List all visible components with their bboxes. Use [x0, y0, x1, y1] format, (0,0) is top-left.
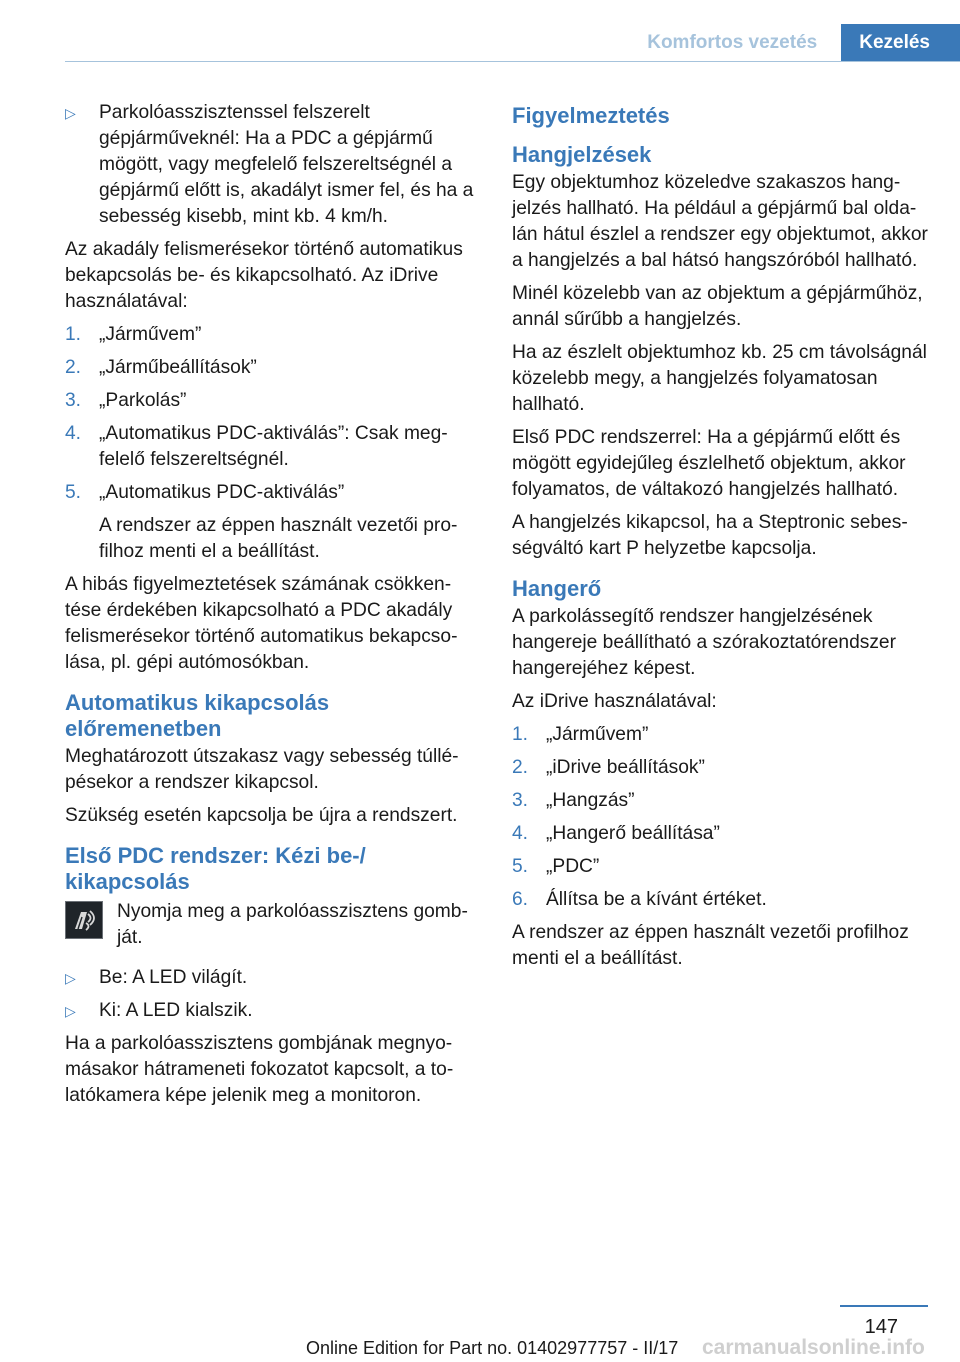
numbered-list — [512, 722, 928, 913]
list-text: „Automatikus PDC-aktiválás” — [99, 482, 345, 503]
list-number: 5. — [65, 482, 82, 503]
park-assist-button-icon — [65, 901, 103, 939]
list-number: 1. — [65, 324, 82, 345]
paragraph: Szükség esetén kapcsolja be újra a rendszert. — [65, 805, 458, 826]
page-number: 147 — [864, 1316, 898, 1338]
list-item-note: A rendszer az éppen használt vezetői profilhoz menti el a beállítást. — [99, 515, 458, 562]
bullet-item — [65, 965, 479, 991]
section-heading: Figyelmeztetés — [512, 103, 670, 128]
button-instruction-text: Nyomja meg a parkolóasszisztens gombját. — [117, 901, 468, 948]
bullet-text: Be: A LED világít. — [99, 967, 248, 988]
paragraph: Az akadály felismerésekor történő automatikus bekapcsolás be- és kikapcsolható. Az iDrive használatával: — [65, 239, 463, 312]
subsection-heading: Hangerő — [512, 576, 602, 601]
list-number: 1. — [512, 724, 529, 745]
list-item — [512, 887, 928, 913]
list-text: Állítsa be a kívánt értéket. — [546, 889, 767, 910]
bullet-item — [65, 998, 479, 1024]
edition-note: Online Edition for Part no. 01402977757 - II/17 — [306, 1338, 679, 1358]
list-item — [65, 355, 479, 381]
list-text: „Hangzás” — [546, 790, 635, 811]
subsection-heading: Hangjelzések — [512, 142, 652, 167]
list-item — [512, 821, 928, 847]
header-divider — [65, 61, 960, 62]
section-tab: Komfortos vezetés — [623, 24, 841, 62]
paragraph: A hangjelzés kikapcsol, ha a Steptronic sebességváltó kart P helyzetbe kapcsolja. — [512, 512, 908, 559]
list-text: „Hangerő beállítása” — [546, 823, 720, 844]
list-text: „Járművem” — [99, 324, 202, 345]
button-instruction — [65, 899, 479, 951]
triangle-bullet-icon: ▷ — [65, 970, 76, 986]
right-column — [512, 100, 928, 979]
paragraph: Ha az észlelt objektumhoz kb. 25 cm távolságnál közelebb megy, a hangjelzés folyamatosan hallható. — [512, 342, 927, 415]
list-number: 6. — [512, 889, 529, 910]
list-item — [65, 421, 479, 473]
section-heading: Automatikus kikapcsolás előremenetben — [65, 690, 330, 741]
footer-accent-rule — [840, 1305, 928, 1307]
bullet-text: Ki: A LED kialszik. — [99, 1000, 253, 1021]
list-text: „Járműbeállítások” — [99, 357, 257, 378]
list-number: 4. — [65, 423, 82, 444]
list-number: 3. — [512, 790, 529, 811]
bullet-item — [65, 100, 479, 230]
list-text: „Járművem” — [546, 724, 649, 745]
paragraph: Egy objektumhoz közeledve szakaszos hangjelzés hallható. Ha például a gépjármű bal oldalán hátul észlel a rendszer egy objektumot, akkor a hangjelzés a bal hátsó hangszóróból hallható. — [512, 172, 928, 271]
paragraph: A hibás figyelmeztetések számának csökkentése érdekében kikapcsolható a PDC akadály felismerésekor történő automatikus bekapcsolása, pl. gépi autómosókban. — [65, 574, 458, 673]
list-text: „Automatikus PDC-aktiválás”: Csak megfelelő felszereltségnél. — [99, 423, 448, 470]
list-text: „iDrive beállítások” — [546, 757, 705, 778]
paragraph: Ha a parkolóasszisztens gombjának megnyomásakor hátrameneti fokozatot kapcsolt, a tolatókamera képe jelenik meg a monitoron. — [65, 1033, 454, 1106]
paragraph: Első PDC rendszerrel: Ha a gépjármű előtt és mögött egyidejűleg észlelhető objektum, akkor folyamatos, de váltakozó hangjelzés hallható. — [512, 427, 906, 500]
section-heading: Első PDC rendszer: Kézi be-/ kikapcsolás — [65, 843, 366, 894]
list-item — [65, 480, 479, 506]
list-text: „PDC” — [546, 856, 600, 877]
left-column — [65, 100, 479, 1116]
list-number: 4. — [512, 823, 529, 844]
list-text: „Parkolás” — [99, 390, 187, 411]
list-item — [512, 854, 928, 880]
list-item — [512, 755, 928, 781]
paragraph: Az iDrive használatával: — [512, 691, 717, 712]
chapter-tab: Kezelés — [841, 24, 960, 62]
paragraph: Meghatározott útszakasz vagy sebesség túllépésekor a rendszer kikapcsol. — [65, 746, 459, 793]
triangle-bullet-icon: ▷ — [65, 105, 76, 121]
list-item — [512, 788, 928, 814]
list-item — [65, 388, 479, 414]
paragraph: A parkolássegítő rendszer hangjelzésének hangereje beállítható a szórakoztatórendszer hangerejéhez képest. — [512, 606, 896, 679]
header-tabs — [623, 24, 960, 62]
list-number: 2. — [65, 357, 82, 378]
list-item — [65, 322, 479, 348]
numbered-list — [65, 322, 479, 565]
list-number: 3. — [65, 390, 82, 411]
triangle-bullet-icon: ▷ — [65, 1003, 76, 1019]
paragraph: A rendszer az éppen használt vezetői profilhoz menti el a beállítást. — [512, 922, 909, 969]
bullet-text: Parkolóasszisztenssel felszerelt gépjárműveknél: Ha a PDC a gépjármű mögött, vagy megfelelő felszereltségnél a gépjármű előtt is, akadályt ismer fel, és ha a sebesség kisebb, mint kb. 4 km/h. — [99, 102, 474, 227]
list-number: 2. — [512, 757, 529, 778]
watermark: carmanualsonline.info — [702, 1336, 925, 1359]
list-item — [512, 722, 928, 748]
paragraph: Minél közelebb van az objektum a gépjárműhöz, annál sűrűbb a hangjelzés. — [512, 283, 923, 330]
list-number: 5. — [512, 856, 529, 877]
